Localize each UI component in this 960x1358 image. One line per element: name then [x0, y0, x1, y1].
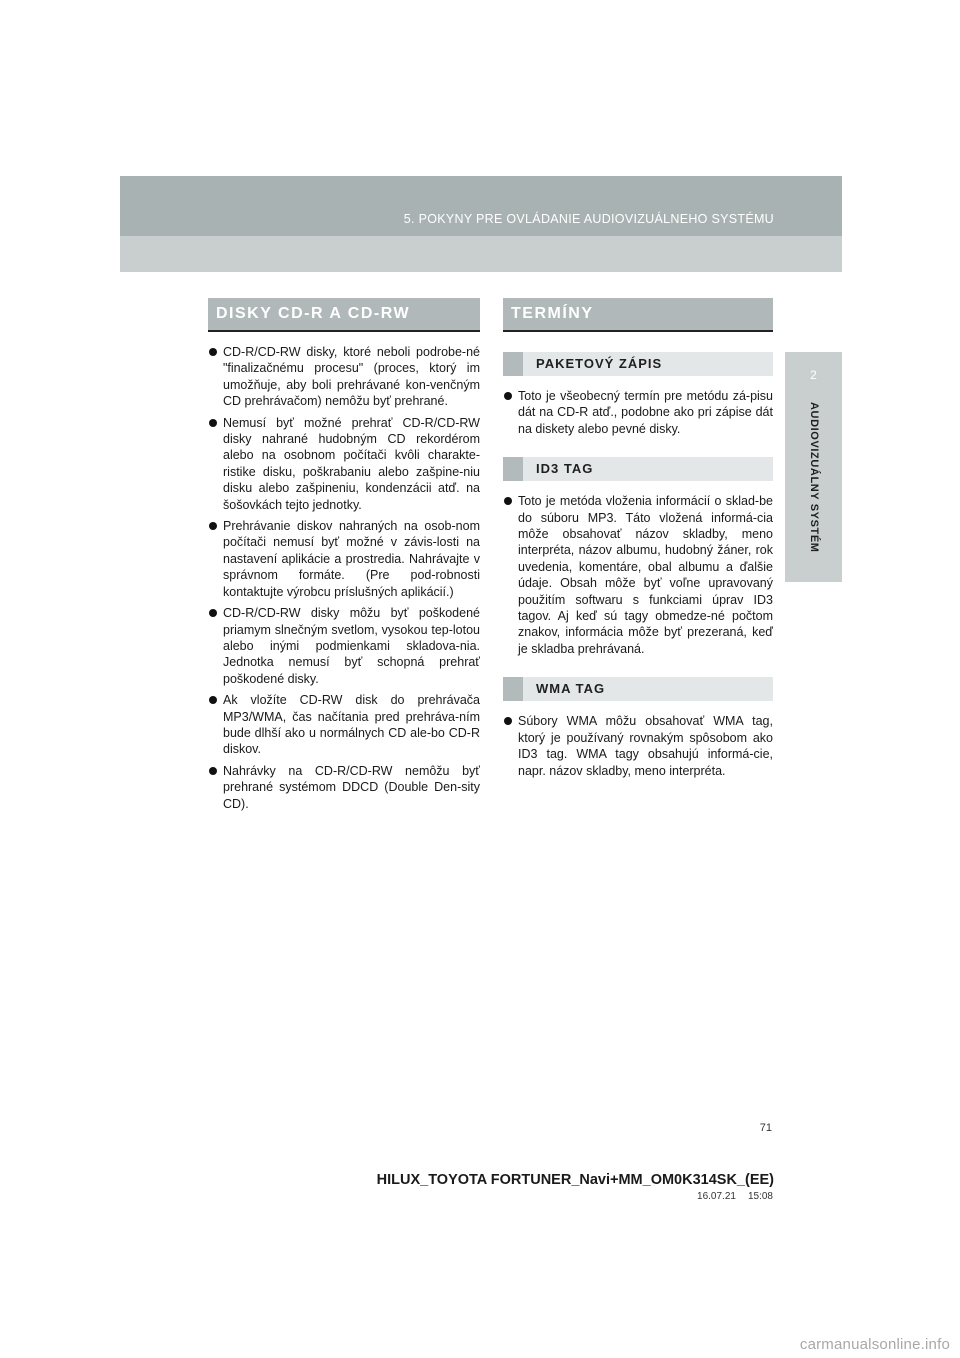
page-number: 71	[759, 1122, 772, 1134]
list-item	[208, 415, 480, 513]
header-band	[120, 176, 842, 272]
document-time: 15:08	[747, 1191, 773, 1202]
section-header-cd-disks: DISKY CD-R A CD-RW	[208, 298, 480, 332]
id3-tag-bullet-list	[503, 493, 773, 657]
subheader-title: ID3 TAG	[536, 461, 594, 477]
subheader-marker	[503, 457, 523, 481]
bullet-icon	[209, 348, 217, 356]
list-item	[503, 493, 773, 657]
bullet-icon	[209, 419, 217, 427]
list-item	[503, 713, 773, 779]
list-item-text: Súbory WMA môžu obsahovať WMA tag, ktorý je používaný rovnakým spôsobom ako ID3 tag. WMA tagy obsahujú informá-cie, napr. názov skladby, meno interpréta.	[518, 714, 773, 778]
bullet-icon	[209, 696, 217, 704]
list-item-text: Prehrávanie diskov nahraných na osob-nom počítači nemusí byť možné v závis-losti na nastavení aplikácie a prostredia. Nahrávajte v správnom formáte. (Pre pod-robnosti kontaktujte výrobcu príslušných aplikácií.)	[223, 519, 480, 599]
subheader-marker	[503, 352, 523, 376]
list-item-text: Toto je všeobecný termín pre metódu zá-pisu dát na CD-R atď., podobne ako pri zápise dát na diskety alebo pevné disky.	[518, 389, 773, 436]
subheader-marker	[503, 677, 523, 701]
list-item	[208, 518, 480, 600]
list-item	[208, 692, 480, 758]
right-column	[503, 298, 773, 784]
subheader-title: WMA TAG	[536, 681, 606, 697]
document-code: HILUX_TOYOTA FORTUNER_Navi+MM_OM0K314SK_(EE)	[376, 1172, 774, 1188]
list-item-text: Toto je metóda vloženia informácií o sklad-be do súboru MP3. Táto vložená informá-cia môže obsahovať názov skladby, meno interpréta, názov albumu, hudobný žáner, rok uvedenia, komentáre, obal albumu a ďalšie údaje. Obsah môže byť voľne upravovaný použitím softwaru s funkciami úprav ID3 tagov. Aj keď sú tagy obmedze-né počtom znakov, informácia môže byť prezeraná, keď je skladba prehrávaná.	[518, 494, 773, 656]
document-timestamp	[697, 1191, 773, 1202]
list-item	[503, 388, 773, 437]
list-item	[208, 344, 480, 410]
subheader-wma-tag	[503, 677, 773, 701]
cd-disks-bullet-list	[208, 344, 480, 812]
subheader-id3-tag	[503, 457, 773, 481]
wma-tag-bullet-list	[503, 713, 773, 779]
list-item-text: Nahrávky na CD-R/CD-RW nemôžu byť prehrané systémom DDCD (Double Den-sity CD).	[223, 763, 480, 811]
subheader-packet-writing	[503, 352, 773, 376]
list-item	[208, 605, 480, 687]
header-top-strip	[120, 176, 842, 236]
chapter-number: 2	[810, 368, 817, 382]
chapter-label: AUDIOVIZUÁLNY SYSTÉM	[808, 402, 820, 553]
list-item-text: Ak vložíte CD-RW disk do prehrávača MP3/WMA, čas načítania pred prehráva-ním bude dlhší ako u normálnych CD ale-bo CD-R diskov.	[223, 693, 480, 757]
bullet-icon	[209, 609, 217, 617]
list-item-text: CD-R/CD-RW disky, ktoré neboli podrobe-né "finalizačnému procesu" (proces, ktorý im umožňuje, aby boli prehrávané kon-venčným CD prehrávačom) nemôžu byť prehrané.	[223, 345, 480, 409]
list-item-text: Nemusí byť možné prehrať CD-R/CD-RW disky nahrané hudobným CD rekordérom alebo na osobnom počítači kvôli charakte-ristike disku, poškrabaniu alebo zašpine-niu disku alebo zašpineniu, kondenzácii atď. na šošovkách tejto jednotky.	[223, 415, 480, 512]
document-date: 16.07.21	[697, 1191, 736, 1202]
bullet-icon	[504, 392, 512, 400]
bullet-icon	[209, 767, 217, 775]
bullet-icon	[504, 717, 512, 725]
packet-writing-bullet-list	[503, 388, 773, 437]
list-item-text: CD-R/CD-RW disky môžu byť poškodené priamym slnečným svetlom, vysokou tep-lotou alebo inými podmienkami skladova-nia. Jednotka nemusí byť schopná prehrať poškodené disky.	[223, 606, 480, 686]
bullet-icon	[504, 497, 512, 505]
left-column	[208, 298, 480, 817]
section-header-terms: TERMÍNY	[503, 298, 773, 332]
subheader-title: PAKETOVÝ ZÁPIS	[536, 356, 663, 371]
list-item	[208, 763, 480, 812]
chapter-side-tab	[785, 352, 842, 582]
watermark: carmanualsonline.info	[799, 1336, 950, 1353]
chapter-title: 5. POKYNY PRE OVLÁDANIE AUDIOVIZUÁLNEHO SYSTÉMU	[403, 212, 774, 226]
bullet-icon	[209, 522, 217, 530]
